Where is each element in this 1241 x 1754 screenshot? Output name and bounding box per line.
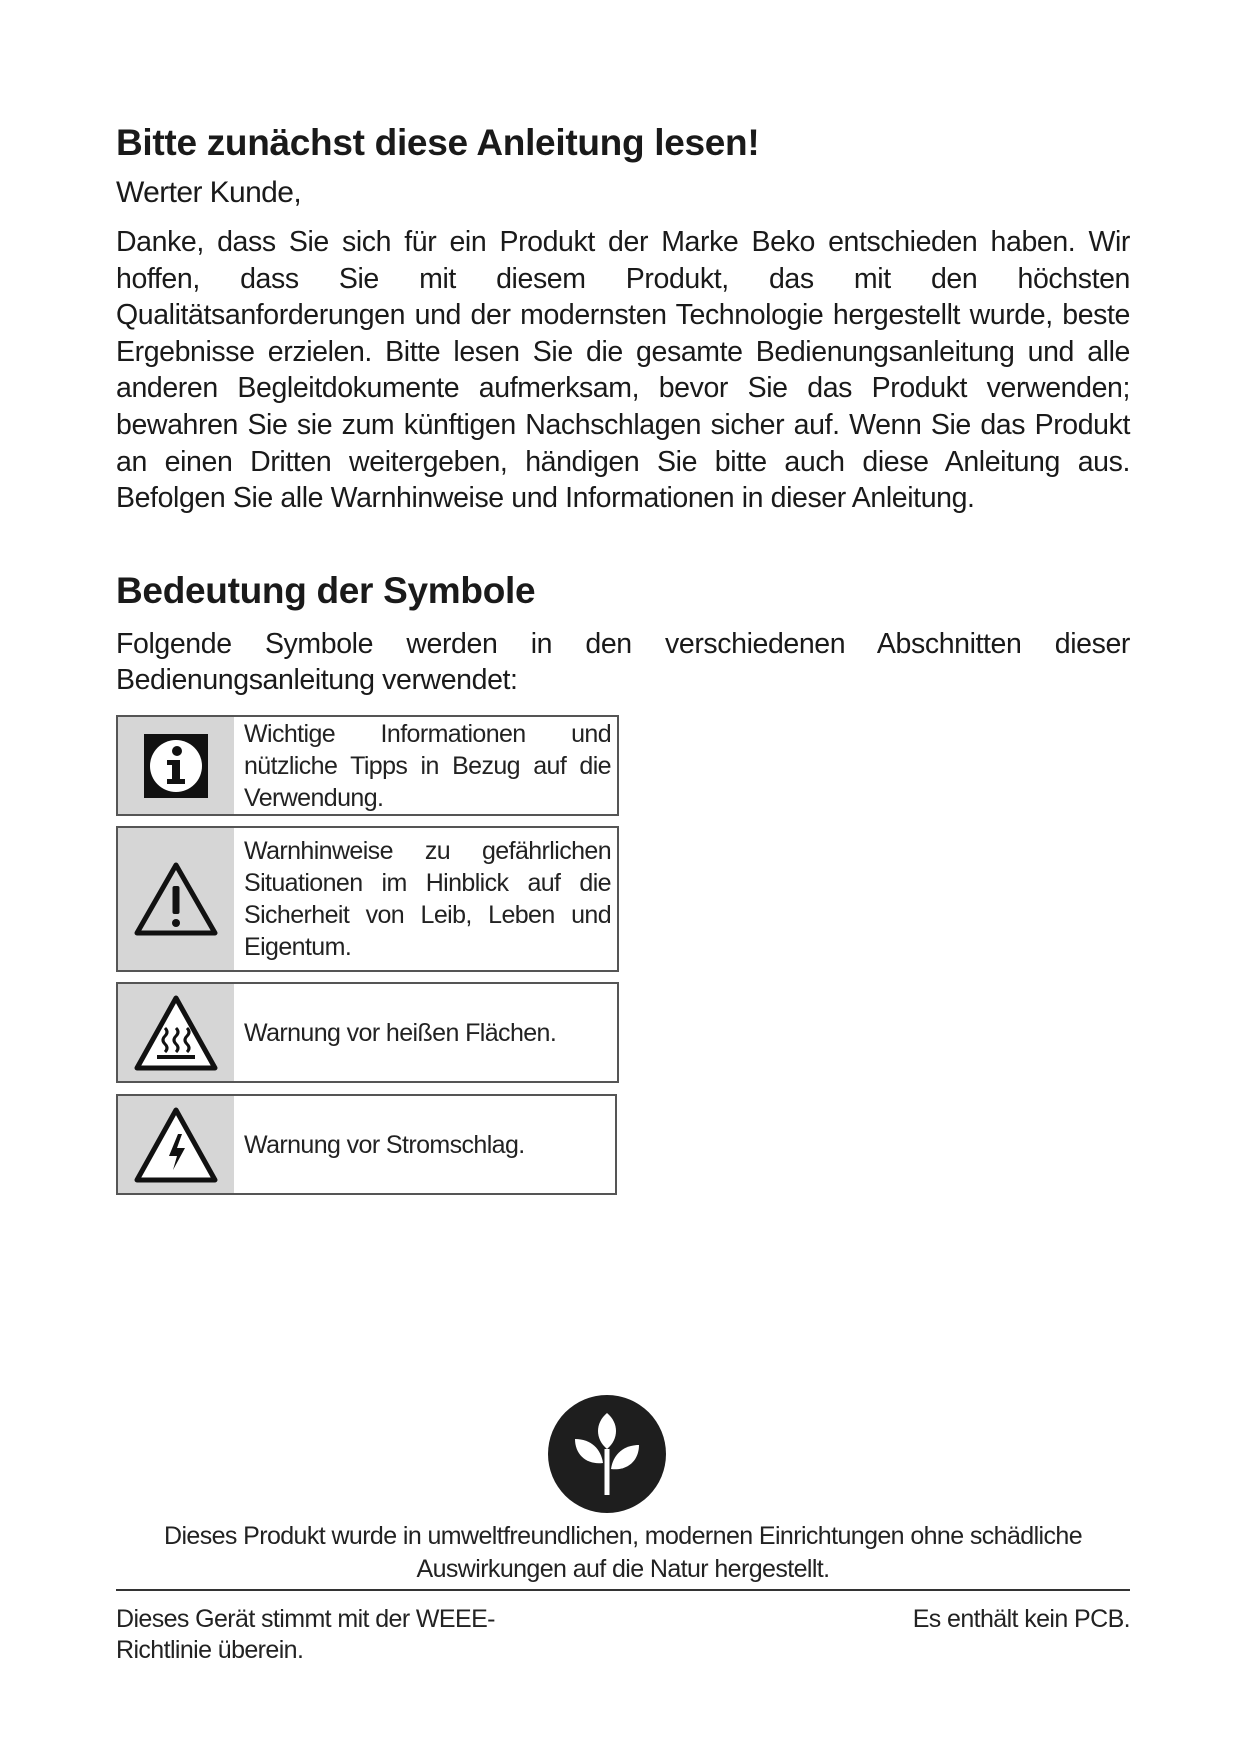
symbol-row-electric-shock xyxy=(116,1094,617,1195)
symbol-row-warning xyxy=(116,826,619,972)
weee-note: Dieses Gerät stimmt mit der WEEE-Richtlinie überein. xyxy=(116,1605,495,1664)
pcb-note: Es enthält kein PCB. xyxy=(912,1605,1130,1633)
warning-icon xyxy=(118,828,234,970)
intro-paragraph: Danke, dass Sie sich für ein Produkt der Marke Beko entschieden haben. Wir hoffen, dass Sie mit diesem Produkt, das mit den höchsten Qualitätsanforderungen und der modernsten Technologie hergestellt wurde, beste Ergebnisse erzielen. Bitte lesen Sie die gesamte Bedienungsanleitung und alle anderen Begleitdokumente aufmerksam, bevor Sie das Produkt verwenden; bewahren Sie sie zum künftigen Nachschlagen sicher auf. Wenn Sie das Produkt an einen Dritten weitergeben, händigen Sie bitte auch diese Anleitung aus. Befolgen Sie alle Warnhinweise und Informationen in dieser Anleitung. xyxy=(116,226,1130,515)
eco-statement: Dieses Produkt wurde in umweltfreundlichen, modernen Einrichtungen ohne schädliche Auswirkungen auf die Natur hergestellt. xyxy=(163,1522,1083,1583)
symbol-row-info xyxy=(116,715,619,816)
symbols-heading: Bedeutung der Symbole xyxy=(116,570,536,611)
read-instructions-heading: Bitte zunächst diese Anleitung lesen! xyxy=(116,122,760,163)
info-icon xyxy=(118,717,234,814)
greeting: Werter Kunde, xyxy=(116,176,302,209)
symbol-text-info: Wichtige Informationen und nützliche Tipps in Bezug auf die Verwendung. xyxy=(244,719,611,812)
electric-shock-icon xyxy=(118,1096,234,1193)
symbols-intro: Folgende Symbole werden in den verschiedenen Abschnitten dieser Bedienungsanleitung verwendet: xyxy=(116,628,1130,696)
symbol-text-warning: Warnhinweise zu gefährlichen Situationen im Hinblick auf die Sicherheit von Leib, Leben und Eigentum. xyxy=(244,837,611,961)
symbol-text-hot-surface: Warnung vor heißen Flächen. xyxy=(244,1018,557,1047)
leaf-icon xyxy=(548,1395,666,1513)
symbol-row-hot-surface xyxy=(116,982,619,1083)
footer-divider xyxy=(116,1589,1130,1591)
symbol-text-electric-shock: Warnung vor Stromschlag. xyxy=(244,1130,525,1159)
hot-surface-icon xyxy=(118,984,234,1081)
